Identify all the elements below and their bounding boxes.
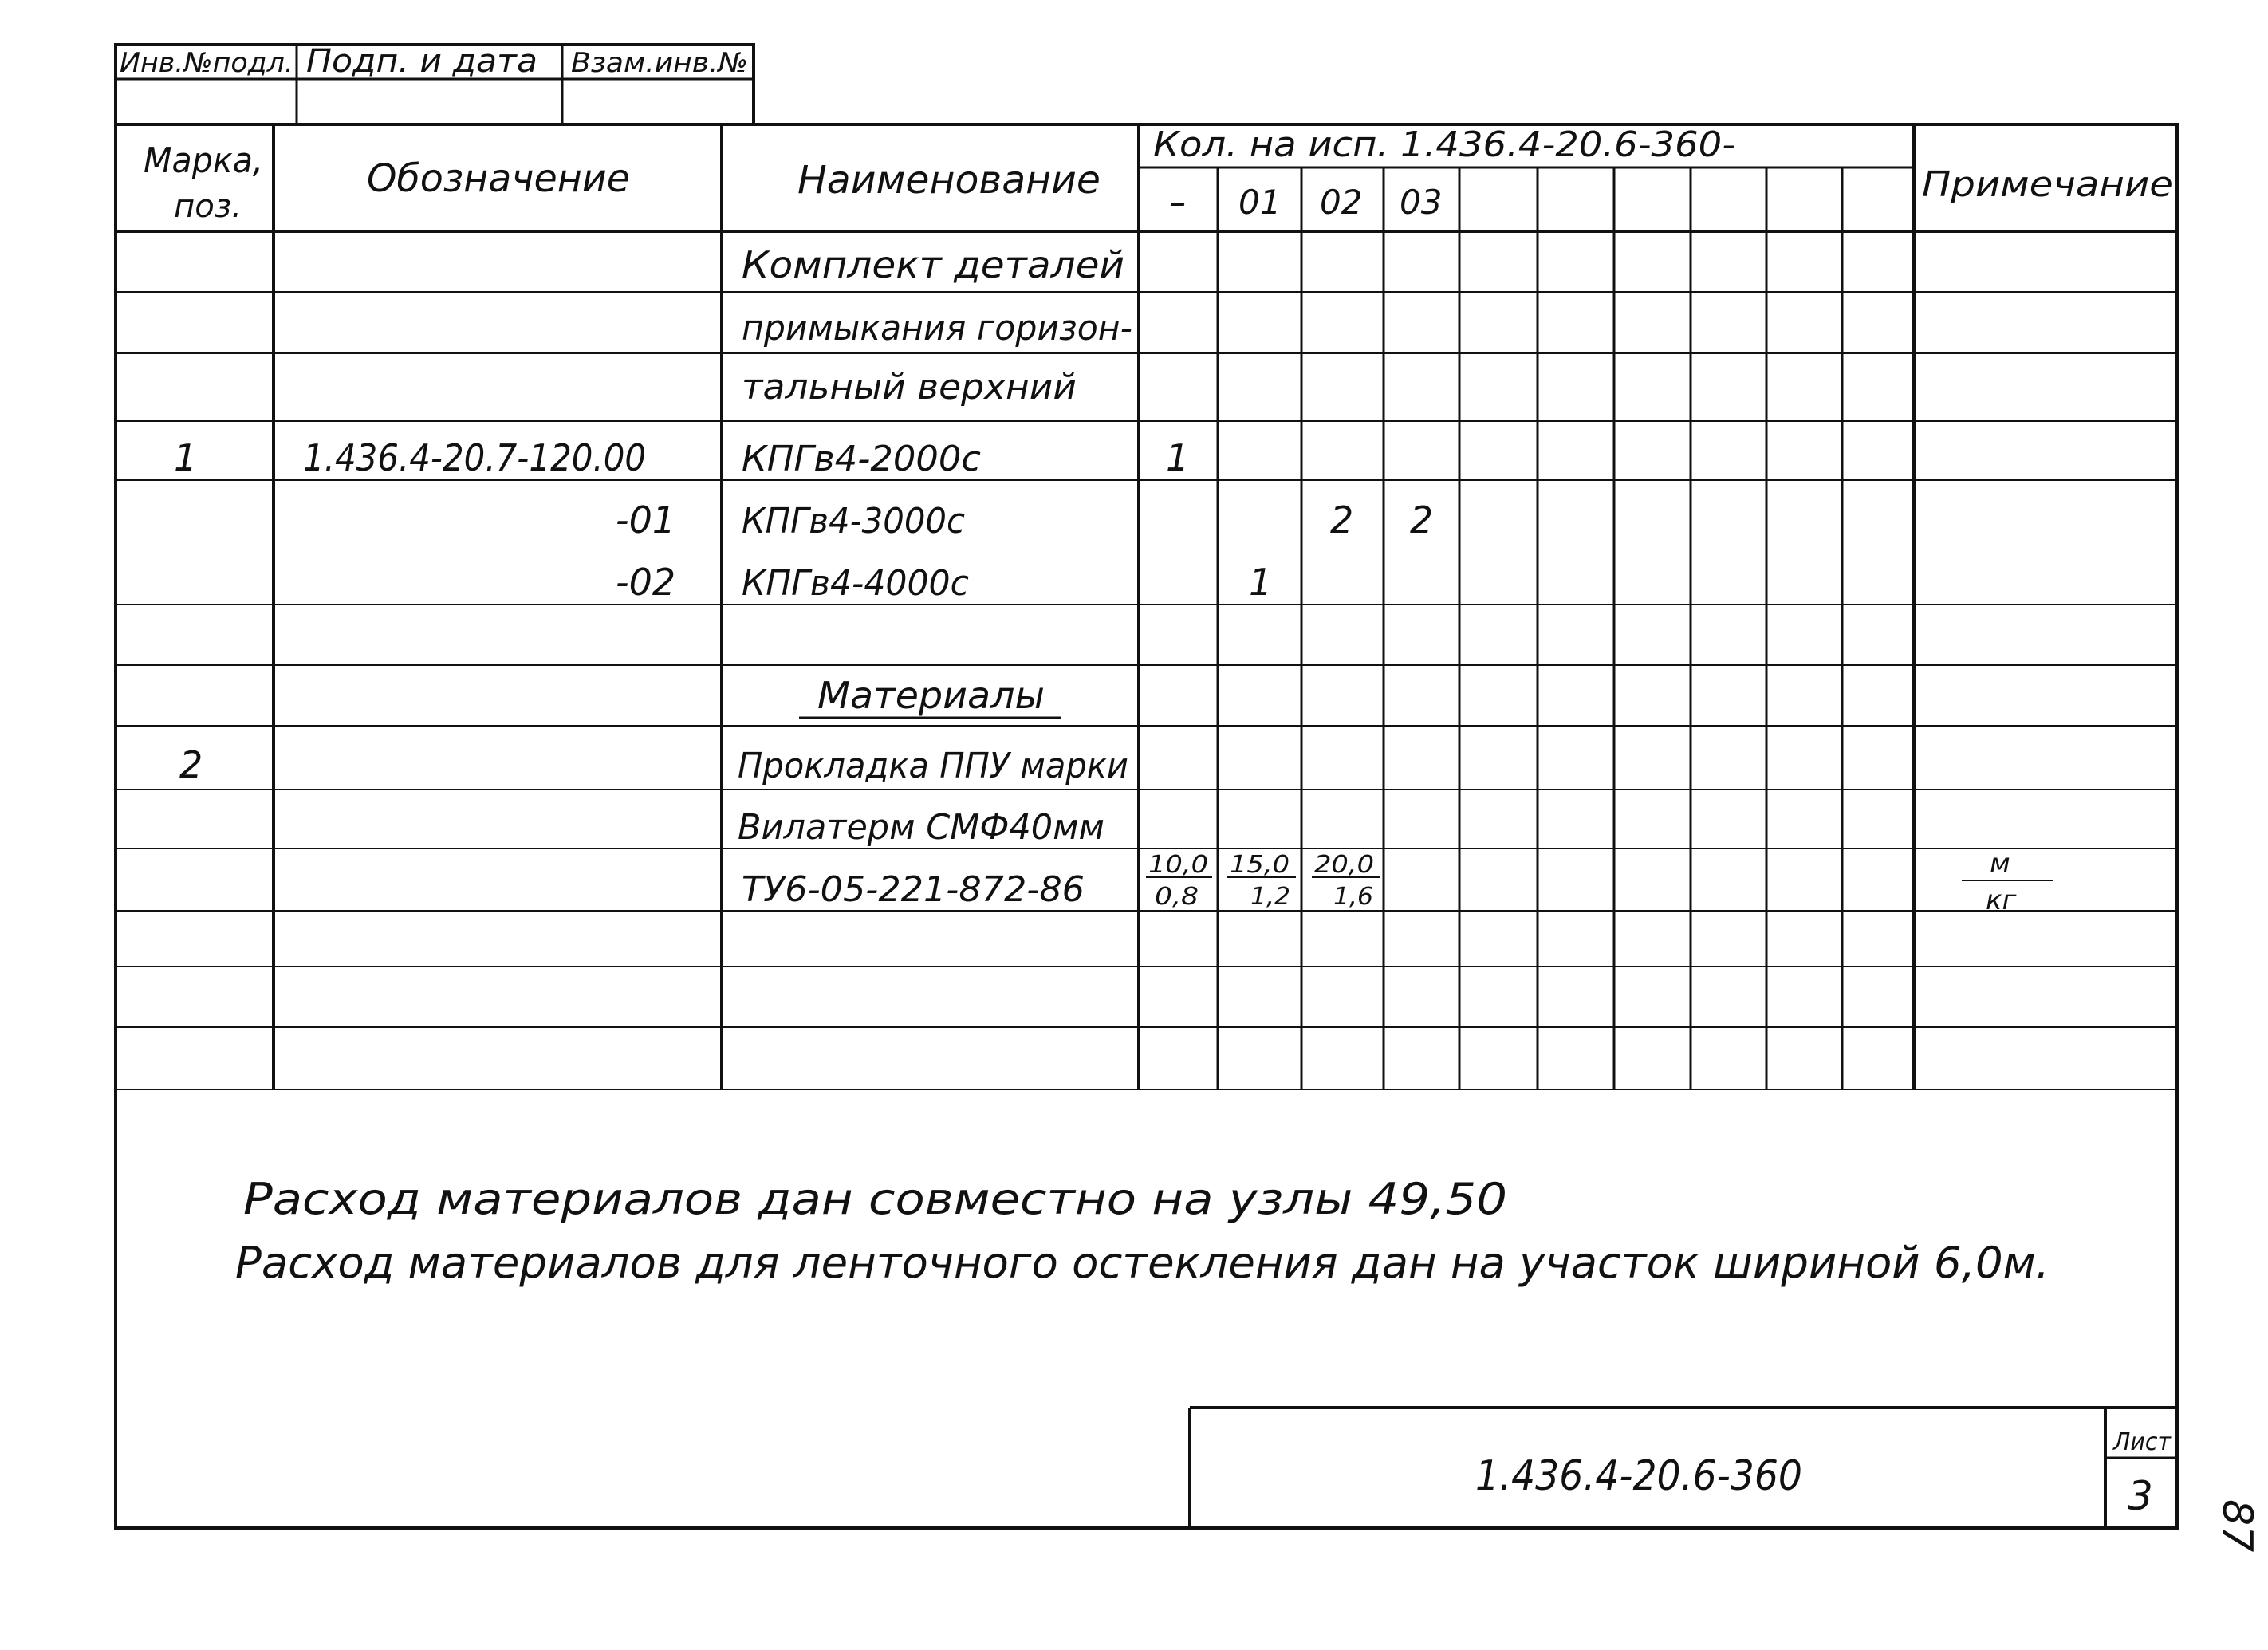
- spec-table-grid: [116, 124, 2177, 1089]
- sheet-label: Лист: [2112, 1428, 2172, 1456]
- table-header: [144, 124, 2173, 225]
- note-line-2: Расход материалов для ленточного остекления дан на участок шириной 6,0м.: [235, 1238, 2049, 1288]
- qty-fraction-top: 10,0: [1148, 851, 1208, 879]
- qty-cell: 2: [1330, 498, 1354, 541]
- qty-fraction-bottom: 1,2: [1250, 883, 1290, 911]
- header-name: Наименование: [797, 158, 1101, 203]
- qty-fraction-bottom: 1,6: [1333, 883, 1373, 911]
- header-variant-base: –: [1169, 183, 1186, 222]
- sheet-number: 3: [2128, 1473, 2153, 1519]
- qty-cell: 1: [1249, 561, 1273, 604]
- qty-fraction-bottom: 0,8: [1155, 883, 1199, 911]
- qty-cell: 2: [1410, 498, 1434, 541]
- row-designation: -02: [616, 561, 676, 604]
- main-frame: [116, 124, 2177, 1528]
- title-block: [1475, 1428, 2172, 1519]
- row-designation: 1.436.4-20.7-120.00: [303, 436, 646, 479]
- row-name: Вилатерм СМФ40мм: [738, 807, 1104, 848]
- header-note: Примечание: [1922, 164, 2173, 205]
- materials-heading: Материалы: [817, 674, 1045, 717]
- header-variant-03: 03: [1400, 183, 1443, 222]
- row-name: КПГв4-4000с: [742, 563, 969, 604]
- row-designation: -01: [616, 498, 676, 541]
- stamp-vzam-inv: Взам.инв.№: [571, 47, 748, 79]
- qty-fraction-top: 20,0: [1314, 851, 1374, 879]
- header-qty-label: Кол. на исп. 1.436.4-20.6-360-: [1153, 124, 1735, 165]
- note-fraction-top: м: [1990, 848, 2010, 880]
- qty-fraction-top: 15,0: [1230, 851, 1290, 879]
- row-name: ТУ6-05-221-872-86: [742, 869, 1085, 910]
- approval-stamp: [116, 43, 754, 124]
- row-name: КПГв4-3000с: [742, 501, 965, 541]
- note-line-1: Расход материалов дан совместно на узлы 49,50: [243, 1174, 1507, 1224]
- stamp-inv-podl: Инв.№подл.: [120, 47, 293, 79]
- header-mark-line2: поз.: [174, 188, 242, 225]
- row-mark: 1: [174, 436, 198, 479]
- header-variant-02: 02: [1320, 183, 1363, 222]
- row-name: Прокладка ППУ марки: [738, 746, 1128, 786]
- row-name: примыкания горизон-: [742, 308, 1132, 349]
- notes: [235, 1174, 2049, 1288]
- header-variant-01: 01: [1238, 183, 1282, 222]
- row-name: КПГв4-2000с: [742, 439, 981, 479]
- row-name: тальный верхний: [742, 367, 1077, 408]
- qty-cell: 1: [1166, 436, 1190, 479]
- header-designation: Обозначение: [367, 156, 630, 201]
- row-name: Комплект деталей: [742, 243, 1124, 286]
- note-fraction-bottom: кг: [1986, 884, 2017, 916]
- row-mark: 2: [179, 743, 203, 786]
- stamp-podp-data: Подп. и дата: [306, 43, 537, 80]
- header-mark-line1: Марка,: [144, 140, 263, 181]
- page-number: 87: [2213, 1499, 2261, 1553]
- table-rows: [174, 243, 2018, 916]
- doc-code: 1.436.4-20.6-360: [1475, 1452, 1802, 1500]
